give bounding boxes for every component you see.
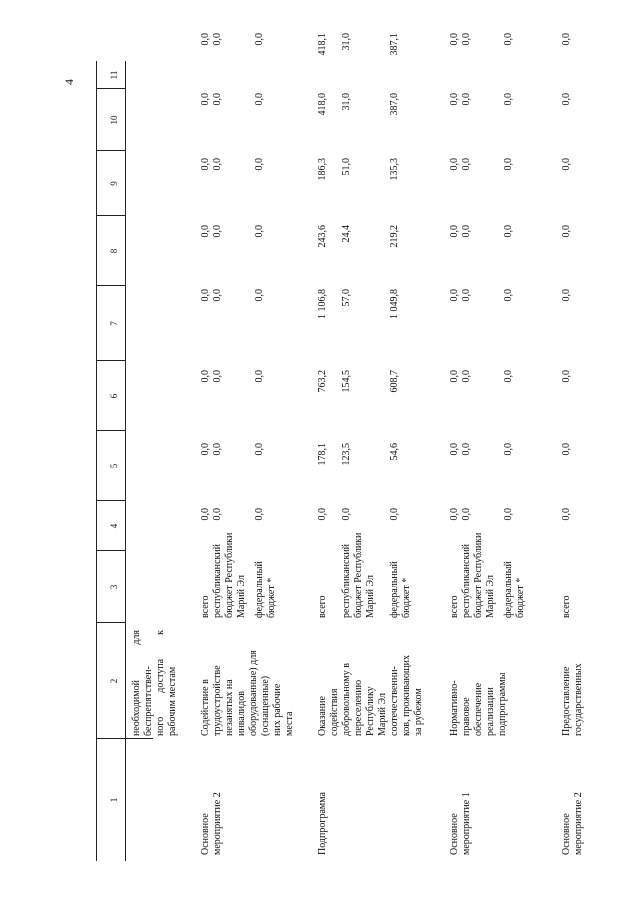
- row-description: государственных: [573, 663, 584, 736]
- value-cell: 0,0: [212, 93, 223, 106]
- row-description: оборудованные) для: [248, 650, 259, 736]
- value-cell: 0,0: [212, 508, 223, 521]
- value-cell: 1 049,8: [389, 289, 400, 319]
- value-cell: 31,0: [341, 33, 352, 51]
- value-cell: 0,0: [461, 289, 472, 302]
- source-label: Марий Эл: [236, 575, 247, 618]
- value-cell: 51,0: [341, 158, 352, 176]
- value-cell: 418,0: [317, 93, 328, 116]
- row-description: правовое: [461, 697, 472, 736]
- source-label: бюджет Республики: [473, 532, 484, 618]
- value-cell: 0,0: [212, 158, 223, 171]
- page-number: 4: [62, 79, 76, 85]
- value-cell: 0,0: [200, 158, 211, 171]
- value-cell: 0,0: [341, 508, 352, 521]
- value-cell: 24,4: [341, 225, 352, 243]
- row-description: Содействие в: [200, 679, 211, 736]
- value-cell: 0,0: [503, 508, 514, 521]
- value-cell: 0,0: [461, 225, 472, 238]
- row-name: Основное: [200, 813, 211, 855]
- header-col-10: 10: [109, 115, 119, 125]
- value-cell: 0,0: [254, 508, 265, 521]
- value-cell: 0,0: [317, 508, 328, 521]
- value-cell: 0,0: [449, 93, 460, 106]
- value-cell: 0,0: [561, 508, 572, 521]
- value-cell: 0,0: [503, 225, 514, 238]
- source-label: республиканский: [212, 543, 223, 618]
- row-description: инвалидов: [236, 691, 247, 736]
- source-label: всего: [317, 595, 328, 618]
- row-description: места: [284, 711, 295, 736]
- value-cell: 0,0: [254, 225, 265, 238]
- value-cell: 57,0: [341, 289, 352, 307]
- row-description: трудоустройстве: [212, 665, 223, 736]
- source-label: бюджет Республики: [353, 532, 364, 618]
- value-cell: 219,2: [389, 225, 400, 248]
- value-cell: 0,0: [200, 370, 211, 383]
- value-cell: 0,0: [561, 33, 572, 46]
- header-col-9: 9: [109, 181, 119, 186]
- header-col-1: 1: [109, 797, 119, 803]
- value-cell: 0,0: [561, 443, 572, 456]
- row-description: подпрограммы: [497, 672, 508, 736]
- value-cell: 0,0: [449, 289, 460, 302]
- row-name: Подпрограмма: [317, 792, 328, 855]
- header-col-8: 8: [109, 248, 119, 254]
- value-cell: 0,0: [212, 443, 223, 456]
- value-cell: 0,0: [503, 443, 514, 456]
- row-name: Основное: [561, 813, 572, 855]
- source-label: всего: [449, 595, 460, 618]
- source-label: федеральный: [503, 561, 514, 618]
- value-cell: 0,0: [561, 225, 572, 238]
- source-label: республиканский: [341, 543, 352, 618]
- value-cell: 0,0: [449, 33, 460, 46]
- row-description: ков, проживающих: [401, 655, 412, 736]
- value-cell: 0,0: [449, 225, 460, 238]
- value-cell: 0,0: [254, 93, 265, 106]
- source-label: Марий Эл: [485, 575, 496, 618]
- header-col-2: 2: [109, 678, 119, 684]
- value-cell: 0,0: [200, 289, 211, 302]
- row-description: Предоставление: [561, 666, 572, 736]
- header-col-6: 6: [109, 393, 119, 399]
- value-cell: 178,1: [317, 443, 328, 466]
- value-cell: 0,0: [212, 33, 223, 46]
- row-description: за рубежом: [413, 688, 424, 736]
- value-cell: 0,0: [503, 289, 514, 302]
- source-label: всего: [200, 595, 211, 618]
- value-cell: 0,0: [461, 508, 472, 521]
- source-label: бюджет *: [515, 577, 526, 618]
- row-description: обеспечение: [473, 682, 484, 736]
- row-description: незанятых на: [224, 679, 235, 736]
- value-cell: 243,6: [317, 225, 328, 248]
- row-description: Оказание: [317, 696, 328, 736]
- value-cell: 123,5: [341, 443, 352, 466]
- column-2-continuation-line: [125, 738, 153, 739]
- value-cell: 0,0: [449, 443, 460, 456]
- row-description: Марий Эл: [377, 693, 388, 736]
- row-description: них рабочие: [272, 683, 283, 736]
- row-description: (оснащенные): [260, 675, 271, 736]
- source-label: республиканский: [461, 543, 472, 618]
- value-cell: 0,0: [561, 93, 572, 106]
- value-cell: 0,0: [254, 33, 265, 46]
- value-cell: 186,3: [317, 158, 328, 181]
- value-cell: 31,0: [341, 93, 352, 111]
- value-cell: 0,0: [200, 508, 211, 521]
- row-description: реализации: [485, 687, 496, 736]
- value-cell: 154,5: [341, 370, 352, 393]
- header-col-11: 11: [109, 70, 119, 80]
- value-cell: 0,0: [200, 93, 211, 106]
- source-label: Марий Эл: [365, 575, 376, 618]
- value-cell: 0,0: [503, 93, 514, 106]
- value-cell: 0,0: [200, 33, 211, 46]
- value-cell: 763,2: [317, 370, 328, 393]
- value-cell: 0,0: [254, 443, 265, 456]
- value-cell: 54,6: [389, 443, 400, 461]
- value-cell: 0,0: [561, 370, 572, 383]
- value-cell: 0,0: [449, 508, 460, 521]
- header-top-rule: [96, 61, 97, 861]
- value-cell: 387,1: [389, 33, 400, 56]
- value-cell: 0,0: [449, 158, 460, 171]
- value-cell: 1 106,8: [317, 289, 328, 319]
- value-cell: 0,0: [461, 370, 472, 383]
- source-label: бюджет Республики: [224, 532, 235, 618]
- value-cell: 0,0: [254, 370, 265, 383]
- value-cell: 0,0: [212, 289, 223, 302]
- value-cell: 0,0: [200, 225, 211, 238]
- source-label: федеральный: [389, 561, 400, 618]
- value-cell: 0,0: [461, 443, 472, 456]
- value-cell: 0,0: [389, 508, 400, 521]
- row-description: соотечественни-: [389, 666, 400, 736]
- value-cell: 0,0: [449, 370, 460, 383]
- header-col-7: 7: [109, 321, 119, 326]
- row-description: Республику: [365, 686, 376, 736]
- row-name: мероприятие 2: [573, 792, 584, 855]
- value-cell: 0,0: [503, 33, 514, 46]
- value-cell: 0,0: [461, 93, 472, 106]
- value-cell: 418,1: [317, 33, 328, 56]
- source-label: бюджет *: [266, 577, 277, 618]
- rotated-page: 4 1 2 3 4 5 6 7 8 9 10 11 необходимой для беспрепятствен- ного доступа к рабочим местам Основное мероприятие 2 Содействие в трудоустройстве незанятых на инвалидов оборудованные) для (оснащенные) них рабочие места всего 0,0 0,0 0,0 0,0 0,0 0,0 0,0 0,0 республиканский бюджет Республики Марий Эл 0,0 0,0 0,0 0,0 0,0 0,0 0,0 0,0 федеральный бюджет * 0,0 0,0 0,0 0,0 0,0 0,0 0,0 0,0 Подпрограмма Оказание содействия добровольному в переселению Республику Марий Эл соотечественни- ков, проживающих за рубежом всего 0,0 178,1 763,2 1 106,8 243,6 186,3 418,0 418,1 республиканский бюджет Республики Марий Эл 0,0 123,5 154,5 57,0 24,4 51,0 31,0 31,0 федеральный бюджет * 0,0 54,6 608,7 1 049,8 219,2 135,3 387,0 387,1 Основное мероприятие 1 Нормативно- правовое обеспечение реализации подпрограммы всего 0,0 0,0 0,0 0,0 0,0 0,0 0,0 0,0 республиканский бюджет Республики Марий Эл 0,0 0,0 0,0 0,0 0,0 0,0 0,0 0,0 федеральный бюджет * 0,0 0,0 0,0 0,0 0,0 0,0 0,0 0,0 Основное мероприятие 2 Предоставление государственных всего 0,0 0,0 0,0 0,0 0,0 0,0 0,0 0,0: [0, 0, 640, 901]
- value-cell: 0,0: [254, 289, 265, 302]
- value-cell: 0,0: [254, 158, 265, 171]
- row-description: добровольному в: [341, 663, 352, 736]
- value-cell: 135,3: [389, 158, 400, 181]
- header-col-4: 4: [109, 523, 119, 529]
- row-description: переселению: [353, 679, 364, 736]
- value-cell: 608,7: [389, 370, 400, 393]
- row-name: Основное: [449, 813, 460, 855]
- source-label: всего: [561, 595, 572, 618]
- value-cell: 0,0: [212, 370, 223, 383]
- header-col-5: 5: [109, 463, 119, 469]
- value-cell: 0,0: [212, 225, 223, 238]
- value-cell: 0,0: [461, 33, 472, 46]
- row-name: мероприятие 2: [212, 792, 223, 855]
- row-description: содействия: [329, 688, 340, 736]
- row-description: Нормативно-: [449, 680, 460, 736]
- source-label: бюджет *: [401, 577, 412, 618]
- value-cell: 0,0: [200, 443, 211, 456]
- row-name: мероприятие 1: [461, 792, 472, 855]
- value-cell: 0,0: [503, 158, 514, 171]
- header-bottom-rule: [125, 61, 126, 861]
- value-cell: 387,0: [389, 93, 400, 116]
- header-col-3: 3: [109, 584, 119, 590]
- value-cell: 0,0: [461, 158, 472, 171]
- source-label: федеральный: [254, 561, 265, 618]
- value-cell: 0,0: [503, 370, 514, 383]
- value-cell: 0,0: [561, 289, 572, 302]
- value-cell: 0,0: [561, 158, 572, 171]
